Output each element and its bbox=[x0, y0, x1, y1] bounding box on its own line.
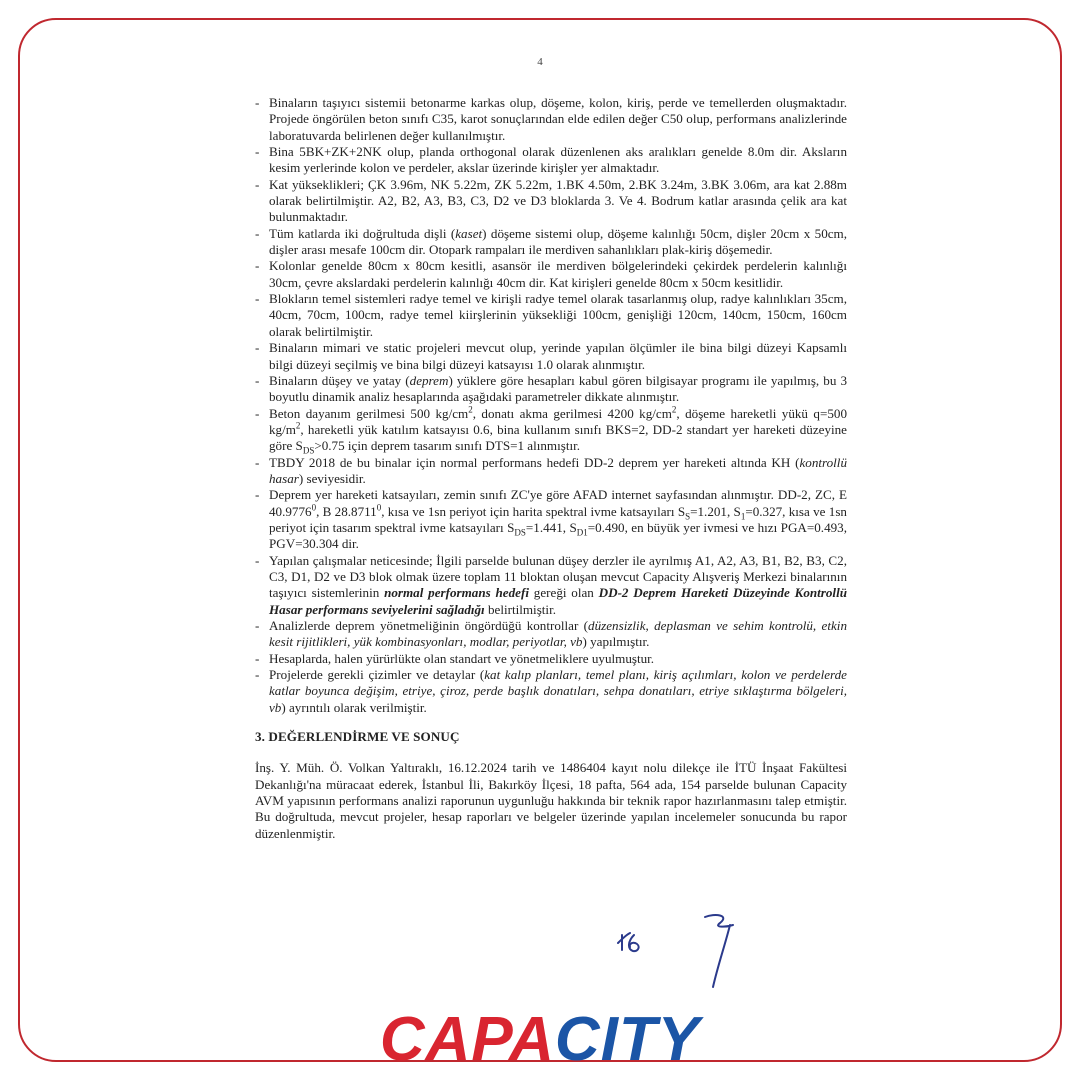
document-body bbox=[255, 95, 847, 842]
bullet-item: - TBDY 2018 de bu binalar için normal performans hedefi DD-2 deprem yer hareketi altında KH (kontrollü hasar) seviyesidir. bbox=[255, 455, 847, 488]
bullet-item: - Hesaplarda, halen yürürlükte olan standart ve yönetmeliklere uyulmuştur. bbox=[255, 651, 847, 667]
bullet-item: - Beton dayanım gerilmesi 500 $kg/cm^2$, donatı akma gerilmesi 4200 $kg/cm^2$, döşeme hareketli yükü q=500 $kg/m^2$, hareketli yük katılım katsayısı 0.6, bina kullanım sınıfı BKS=2, DD-2 standart yer hareketi düzeyine göre $S_{DS}>0.75$ için deprem tasarım sınıfı DTS=1 alınmıştır. bbox=[255, 406, 847, 455]
bullet-item: - Yapılan çalışmalar neticesinde; İlgili parselde bulunan düşey derzler ile ayrılmış A1, A2, A3, B1, B2, B3, C2, C3, D1, D2 ve D3 blok olmak üzere toplam 11 bloktan oluşan mevcut Capacity Alışveriş Merkezi binalarının taşıyıcı sistemlerinin normal performans hedefi gereği olan DD-2 Deprem Hareketi Düzeyinde Kontrollü Hasar performans seviyelerini sağladığı belirtilmiştir. bbox=[255, 553, 847, 618]
signature-left bbox=[618, 933, 639, 951]
bullet-item: - Binaların mimari ve static projeleri mevcut olup, yerinde yapılan ölçümler ile bina bilgi düzeyi Kapsamlı bilgi düzeyi seçilmiş ve bina bilgi düzeyi katsayısı 1.0 olarak alınmıştır. bbox=[255, 340, 847, 373]
bullet-item: - Projelerde gerekli çizimler ve detaylar (kat kalıp planları, temel planı, kiriş açılımları, kolon ve perdelerde katlar boyunca değişim, etriye, çiroz, perde başlık donatıları, sehpa donatıları, etriye sıklaştırma bölgeleri, vb) ayrıntılı olarak verilmiştir. bbox=[255, 667, 847, 716]
bullet-item: - Kat yükseklikleri; ÇK 3.96m, NK 5.22m, ZK 5.22m, 1.BK 4.50m, 2.BK 3.24m, 3.BK 3.06m, ara kat 2.88m olarak belirtilmiştir. A2, B2, A3, B3, C3, D2 ve D3 bloklarda 3. Ve 4. Bodrum katlar arasında çelik ara kat bulunmaktadır. bbox=[255, 177, 847, 226]
capacity-logo: CAPACITY bbox=[379, 1005, 701, 1074]
bullet-item: - Tüm katlarda iki doğrultuda dişli (kaset) döşeme sistemi olup, döşeme kalınlığı 50cm, dişler 20cm x 50cm, dişler arası mesafe 100cm dir. Otopark rampaları ile merdiven sahanlıkları plak-kiriş döşemedir. bbox=[255, 226, 847, 259]
signature-right bbox=[705, 915, 733, 987]
signatures bbox=[600, 905, 780, 995]
bullet-item: - Binaların düşey ve yatay (deprem) yüklere göre hesapları kabul gören bilgisayar programı ile yapılmış, bu 3 boyutlu dinamik analiz hesaplarında aşağıdaki parametreler dikkate alınmıştır. bbox=[255, 373, 847, 406]
bullet-item: - Deprem yer hareketi katsayıları, zemin sınıfı ZC'ye göre AFAD internet sayfasından alınmıştır. DD-2, ZC, E 40.9776$^0$, B 28.8711$^0$, kısa ve 1sn periyot için harita spektral ivme katsayıları $S_S=1.201$, $S_1=0.327$, kısa ve 1sn periyot için tasarım spektral ivme katsayıları $S_{DS}=1.441$, $S_{D1}=0.490$, en büyük yer ivmesi ve hızı PGA=0.493, PGV=30.304 dir. bbox=[255, 487, 847, 552]
bullet-item: - Bina 5BK+ZK+2NK olup, planda orthogonal olarak düzenlenen aks aralıkları genelde 8.0m dir. Aksların kesim yerlerinde kolon ve perdeler, akslar üzerinde kirişler yer almaktadır. bbox=[255, 144, 847, 177]
bullet-item: - Binaların taşıyıcı sistemii betonarme karkas olup, döşeme, kolon, kiriş, perde ve temellerden oluşmaktadır. Projede öngörülen beton sınıfı C35, karot sonuçlarından elde edilen değer C50 olup, performans analizlerinde laboratuvarda belirlenen değer kullanılmıştır. bbox=[255, 95, 847, 144]
bullet-list bbox=[255, 95, 847, 716]
bullet-item: - Kolonlar genelde 80cm x 80cm kesitli, asansör ile merdiven bölgelerindeki çekirdek perdelerin kalınlığı 30cm, çevre akslardaki perdelerin kalınlığı 40cm dir. Kat kirişleri genelde 80cm x 50cm kesitlidir. bbox=[255, 258, 847, 291]
page-number: 4 bbox=[537, 56, 543, 68]
bullet-item: - Blokların temel sistemleri radye temel ve kirişli radye temel olarak tasarlanmış olup, radye kalınlıkları 35cm, 40cm, 70cm, 100cm, radye temel kiirşlerinin yüksekliği 100cm, genişliği 120cm, 140cm, 150cm, 160cm olarak belirtilmiştir. bbox=[255, 291, 847, 340]
section-heading: 3. DEĞERLENDİRME VE SONUÇ bbox=[255, 729, 460, 745]
bullet-item: - Analizlerde deprem yönetmeliğinin öngördüğü kontrollar (düzensizlik, deplasman ve sehim kontrolü, etkin kesit rijitlikleri, yük kombinasyonları, modlar, periyotlar, vb) yapılmıştır. bbox=[255, 618, 847, 651]
conclusion-paragraph: İnş. Y. Müh. Ö. Volkan Yaltıraklı, 16.12.2024 tarih ve 1486404 kayıt nolu dilekçe ile İTÜ İnşaat Fakültesi Dekanlığı'na müracaat ederek, İstanbul İli, Bakırköy İlçesi, 18 pafta, 564 ada, 154 parselde bulunan Capacity AVM yapısının performans analizi raporunun uygunluğu hakkında bir teknik rapor hazırlanmasını talep etmiştir. Bu doğrultuda, mevcut projeler, hesap raporları ve belgeler üzerinde yapılan incelemeler sonucunda bu rapor düzenlenmiştir. bbox=[255, 760, 847, 841]
